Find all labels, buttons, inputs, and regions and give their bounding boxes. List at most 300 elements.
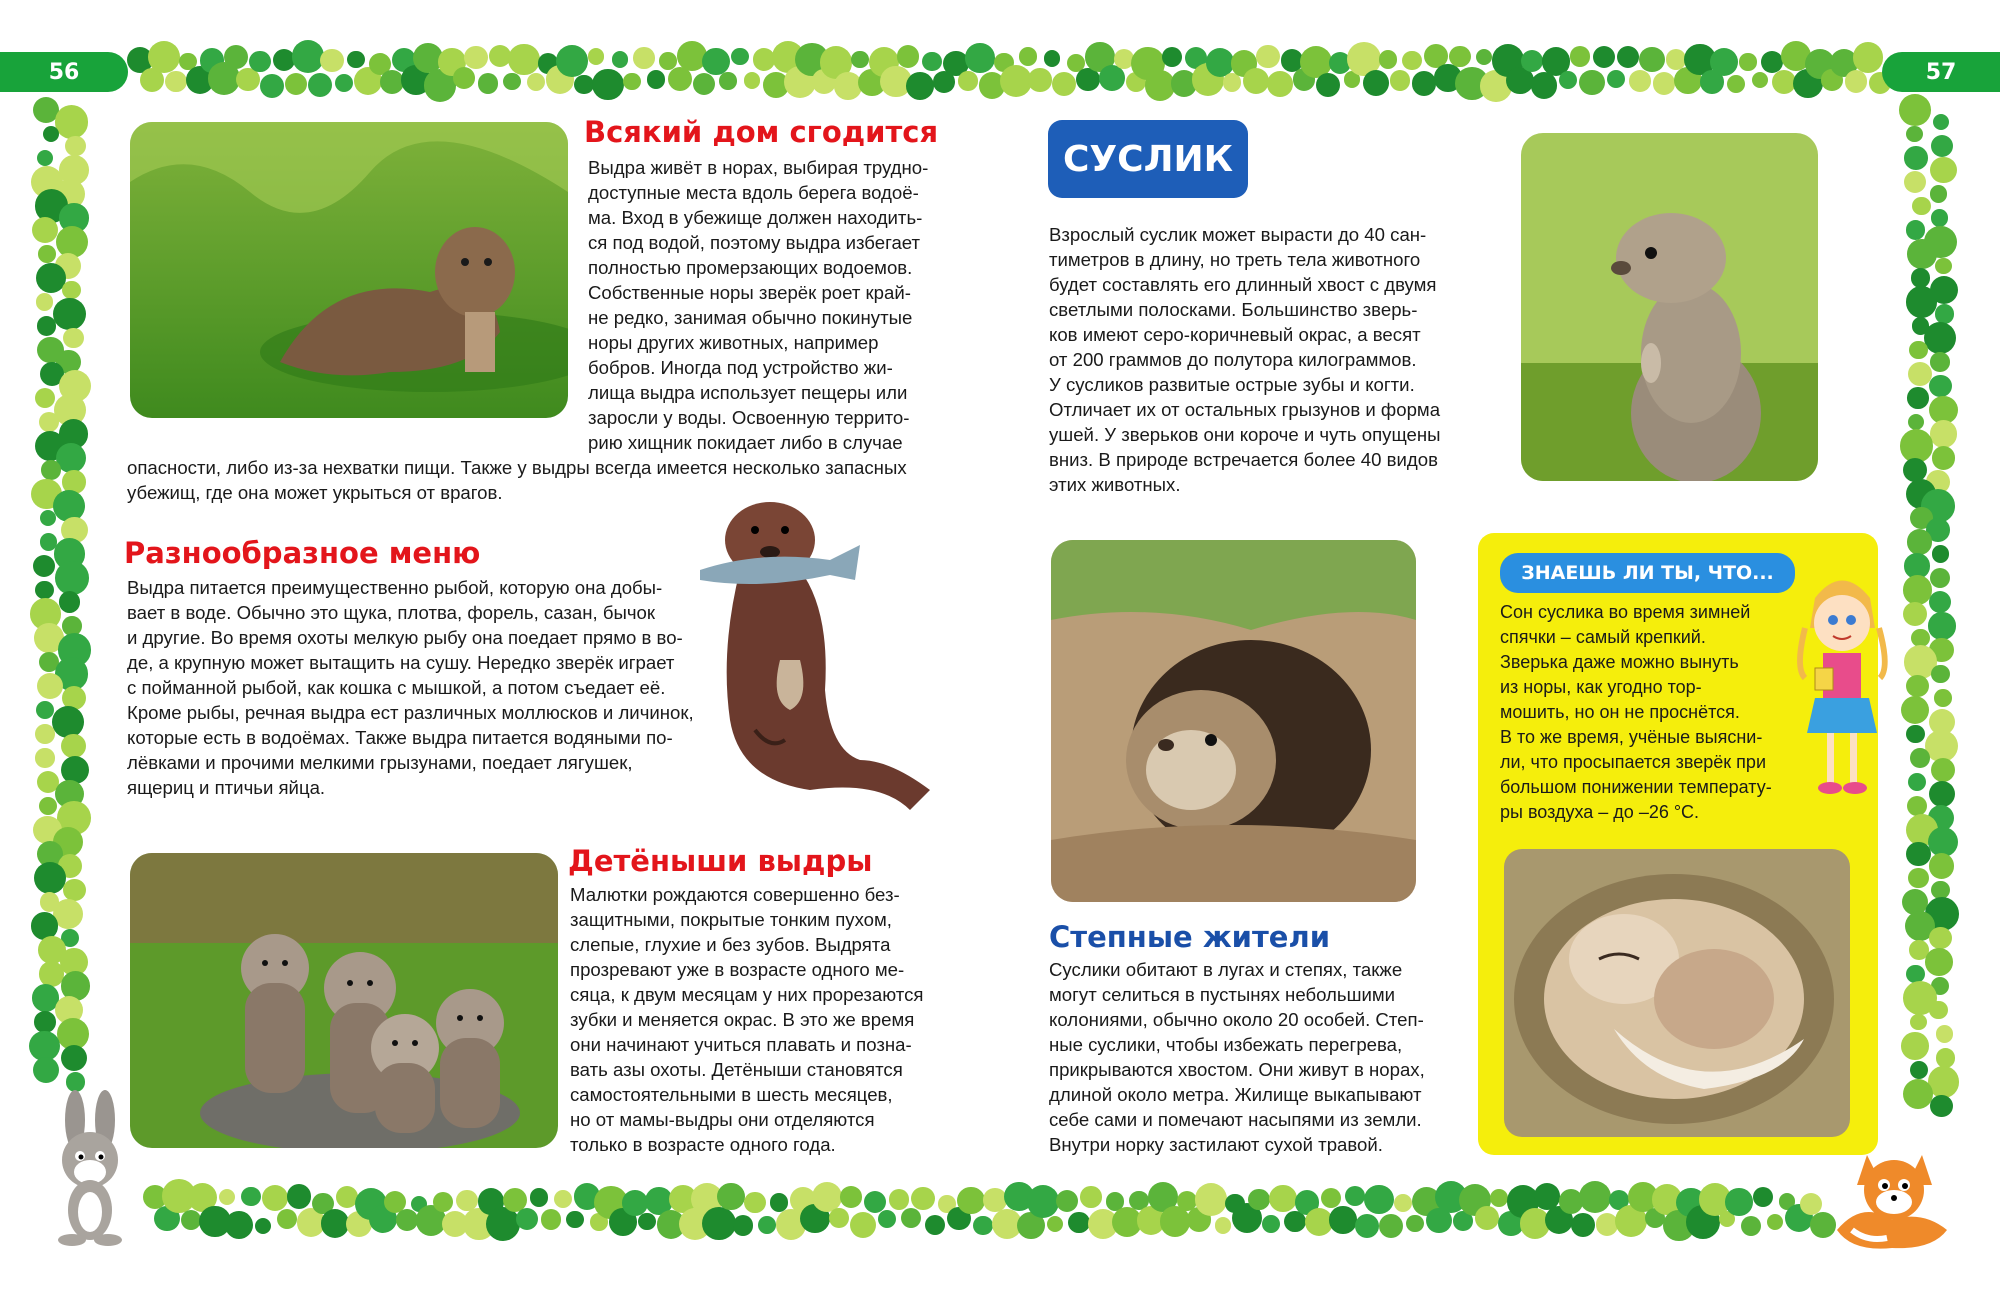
border-dot (1800, 1193, 1823, 1216)
border-dot (179, 53, 196, 70)
border-dot (1931, 977, 1949, 995)
border-dot (503, 73, 521, 91)
border-dot (321, 1209, 350, 1238)
border-dot (1934, 689, 1952, 707)
text-line: вать азы охоты. Детёныши становятся (570, 1059, 903, 1080)
border-dot (57, 801, 90, 834)
intro-text (1049, 222, 1489, 497)
border-dot (994, 53, 1013, 72)
text-line: опасности, либо из-за нехватки пищи. Также у выдры всегда имеется несколько запасных (127, 457, 907, 478)
border-dot (1908, 414, 1924, 430)
border-dot (1080, 1186, 1101, 1207)
border-dot (59, 155, 89, 185)
border-dot (225, 1211, 253, 1239)
text-line: себе сами и помечают насыпями из земли. (1049, 1109, 1422, 1130)
text-line: Выдра живёт в норах, выбирая трудно- (588, 157, 929, 178)
text-line: но от мамы-выдры они отделяются (570, 1109, 875, 1130)
otter-photo (130, 122, 568, 418)
text-line: они начинают учиться плавать и позна- (570, 1034, 912, 1055)
border-dot (53, 298, 86, 331)
border-dot (369, 53, 391, 75)
text-line: защитными, покрытые тонким пухом, (570, 909, 892, 930)
text-line: убежищ, где она может укрыться от врагов. (127, 482, 503, 503)
border-dot (1932, 446, 1956, 470)
border-dot (1044, 50, 1060, 66)
border-dot (1741, 1216, 1761, 1236)
border-dot (1929, 375, 1951, 397)
border-dot (1571, 1213, 1595, 1237)
border-dot (1615, 1205, 1647, 1237)
text-line: не редко, занимая обычно покинутые (588, 307, 913, 328)
border-dot (1928, 612, 1955, 639)
ground-squirrel-burrow-photo (1051, 540, 1416, 902)
border-dot (594, 1186, 627, 1219)
text-line: сяца, к двум месяцам у них прорезаются (570, 984, 924, 1005)
border-dot (1099, 65, 1125, 91)
border-dot (55, 105, 88, 138)
border-dot (37, 673, 63, 699)
border-dot (938, 1195, 955, 1212)
border-dot (1653, 72, 1675, 94)
text-line: колониями, обычно около 20 особей. Степ- (1049, 1009, 1424, 1030)
border-dot (1559, 1189, 1584, 1214)
border-dot (33, 555, 55, 577)
border-dot (162, 1179, 196, 1213)
border-dot (369, 1205, 397, 1233)
border-dot (1785, 1204, 1813, 1232)
border-dot (1686, 1205, 1720, 1239)
border-dot (39, 797, 57, 815)
border-dot (1506, 67, 1533, 94)
text-line: де, а крупную может вытащить на сушу. Нередко зверёк играет (127, 652, 675, 673)
border-dot (1752, 72, 1768, 88)
border-dot (574, 1183, 601, 1210)
border-dot (612, 51, 629, 68)
text-line: Выдра питается преимущественно рыбой, которую она добы- (127, 577, 663, 598)
text-line: Внутри норку застилают сухой травой. (1049, 1134, 1383, 1155)
border-dot (39, 961, 65, 987)
border-dot (1912, 197, 1931, 216)
border-dot (55, 780, 84, 809)
border-dot (55, 179, 86, 210)
border-dot (1402, 51, 1422, 71)
border-dot (36, 263, 66, 293)
border-dot (456, 1190, 477, 1211)
border-dot (35, 388, 55, 408)
text-line: Сон суслика во время зимней (1500, 602, 1751, 622)
border-dot (34, 623, 64, 653)
border-dot (1088, 1209, 1118, 1239)
border-dot (758, 1216, 776, 1234)
border-dot (1906, 725, 1925, 744)
border-dot (1761, 51, 1783, 73)
border-dot (947, 1207, 971, 1231)
border-dot (1000, 65, 1032, 97)
border-dot (1056, 1190, 1078, 1212)
border-dot (753, 48, 776, 71)
text-line: ся под водой, поэтому выдра избегает (588, 232, 921, 253)
border-dot (1907, 529, 1932, 554)
border-dot (236, 68, 260, 92)
border-dot (61, 517, 88, 544)
border-dot (58, 854, 82, 878)
border-dot (1206, 48, 1235, 77)
border-dot (1321, 1188, 1341, 1208)
border-dot (1911, 629, 1929, 647)
border-dot (38, 936, 66, 964)
border-dot (800, 1204, 829, 1233)
border-dot (1364, 1185, 1393, 1214)
border-dot (1434, 64, 1461, 91)
text-line: ли, что просыпается зверёк при (1500, 752, 1766, 772)
border-dot (1925, 897, 1959, 931)
border-dot (546, 65, 575, 94)
border-dot (679, 1208, 711, 1240)
border-dot (1047, 1216, 1063, 1232)
border-dot (53, 827, 83, 857)
border-dot (1906, 479, 1937, 510)
border-dot (820, 46, 852, 78)
border-dot (1262, 1215, 1280, 1233)
page-title-badge: СУСЛИК (1048, 120, 1248, 198)
border-dot (433, 1192, 453, 1212)
border-dot (65, 136, 85, 156)
border-dot (336, 1186, 358, 1208)
border-dot (61, 971, 90, 1000)
border-dot (1903, 602, 1928, 627)
border-dot (1570, 46, 1591, 67)
border-dot (1930, 1095, 1953, 1118)
border-dot (401, 65, 430, 94)
border-dot (1928, 1066, 1959, 1097)
border-dot (1906, 675, 1929, 698)
border-dot (1269, 1185, 1296, 1212)
border-dot (1727, 75, 1745, 93)
bunny-illustration (40, 1090, 140, 1250)
border-dot (55, 253, 81, 279)
border-dot (1406, 1215, 1423, 1232)
border-dot (590, 1213, 607, 1230)
border-dot (61, 756, 89, 784)
border-dot (770, 1193, 788, 1211)
border-dot (1629, 70, 1651, 92)
border-dot (1295, 1190, 1320, 1215)
border-dot (1284, 1211, 1305, 1232)
border-dot (35, 748, 54, 767)
border-dot (717, 1183, 744, 1210)
border-dot (464, 46, 487, 69)
otter-pups-photo (130, 853, 558, 1148)
border-dot (1344, 71, 1361, 88)
border-dot (200, 48, 225, 73)
border-dot (1905, 911, 1935, 941)
border-dot (1639, 47, 1664, 72)
text-line: и другие. Во время охоты мелкую рыбу она поедает прямо в во- (127, 627, 683, 648)
text-line: большом понижении температу- (1500, 777, 1772, 797)
border-dot (1300, 46, 1333, 79)
border-dot (1930, 568, 1951, 589)
border-dot (527, 73, 545, 91)
border-dot (1926, 470, 1950, 494)
border-dot (1028, 68, 1051, 91)
border-dot (1912, 317, 1929, 334)
border-dot (55, 561, 89, 595)
border-dot (733, 1215, 754, 1236)
border-dot (1928, 805, 1954, 831)
border-dot (1719, 1211, 1735, 1227)
border-dot (37, 771, 60, 794)
border-dot (154, 1206, 179, 1231)
border-dot (33, 816, 62, 845)
border-dot (39, 652, 59, 672)
border-dot (1329, 1206, 1356, 1233)
border-dot (657, 1210, 686, 1239)
border-dot (744, 72, 761, 89)
border-dot (693, 73, 715, 95)
border-dot (1906, 286, 1937, 317)
border-dot (54, 394, 86, 426)
border-dot (1542, 47, 1571, 76)
border-dot (273, 49, 295, 71)
border-dot (1710, 48, 1738, 76)
text-line: Отличает их от остальных грызунов и форма (1049, 399, 1441, 420)
border-dot (1004, 1182, 1033, 1211)
border-dot (61, 734, 86, 759)
border-dot (1521, 50, 1544, 73)
border-dot (957, 1187, 985, 1215)
border-dot (1910, 1014, 1927, 1031)
border-dot (1906, 965, 1925, 984)
text-line: Суслики обитают в лугах и степях, также (1049, 959, 1403, 980)
border-dot (1674, 67, 1701, 94)
border-dot (922, 52, 941, 71)
border-dot (478, 73, 499, 94)
border-dot (36, 293, 53, 310)
border-dot (1903, 981, 1937, 1015)
border-dot (35, 581, 54, 600)
border-dot (1908, 362, 1932, 386)
border-dot (55, 996, 84, 1025)
text-line: мошить, но он не проснётся. (1500, 702, 1740, 722)
border-dot (1899, 94, 1931, 126)
section-heading-menu: Разнообразное меню (124, 536, 481, 570)
border-dot (148, 41, 180, 73)
border-dot (1725, 1188, 1752, 1215)
border-dot (30, 598, 61, 629)
border-dot (1906, 220, 1925, 239)
border-dot (1067, 54, 1085, 72)
border-dot (1930, 157, 1957, 184)
border-dot (1652, 1184, 1683, 1215)
border-dot (1243, 68, 1269, 94)
border-dot (659, 52, 677, 70)
border-dot (1926, 518, 1950, 542)
border-dot (186, 66, 214, 94)
text-line: лёвками и прочими мелкими грызунами, поедает лягушек, (127, 752, 633, 773)
border-dot (442, 1211, 468, 1237)
border-dot (31, 166, 63, 198)
border-dot (62, 470, 85, 493)
border-dot (1830, 49, 1858, 77)
border-dot (58, 633, 91, 666)
border-dot (38, 245, 56, 263)
border-dot (1908, 773, 1926, 791)
border-dot (1412, 1187, 1441, 1216)
section-heading-steppe: Степные жители (1049, 920, 1331, 954)
border-dot (438, 48, 466, 76)
border-dot (40, 892, 59, 911)
border-dot (574, 75, 593, 94)
border-dot (719, 72, 736, 89)
border-dot (851, 51, 868, 68)
border-dot (335, 74, 353, 92)
border-dot (1579, 70, 1605, 96)
border-dot (1931, 135, 1954, 158)
border-dot (1921, 489, 1955, 523)
text-line: тиметров в длину, но треть тела животного (1049, 249, 1421, 270)
border-dot (790, 1187, 816, 1213)
border-dot (416, 1205, 447, 1236)
border-dot (1609, 1190, 1629, 1210)
border-dot (43, 126, 60, 143)
border-dot (1909, 940, 1928, 959)
border-dot (411, 1196, 427, 1212)
border-dot (1628, 1182, 1658, 1212)
text-line: Зверька даже можно вынуть (1500, 652, 1739, 672)
border-dot (840, 1186, 862, 1208)
border-dot (33, 1057, 59, 1083)
border-dot (59, 203, 88, 232)
border-dot (62, 616, 82, 636)
border-dot (33, 97, 60, 124)
border-dot (784, 66, 816, 98)
border-dot (31, 479, 62, 510)
text-line: длиной около метра. Жилище выкапывают (1049, 1084, 1422, 1105)
border-dot (62, 281, 81, 300)
border-dot (1821, 69, 1842, 90)
text-line: будет составлять его длинный хвост с двумя (1049, 274, 1437, 295)
border-dot (958, 71, 977, 90)
border-dot (56, 226, 88, 258)
text-line: ков имеют серо-коричневый окрас, а весят (1049, 324, 1421, 345)
border-dot (541, 1209, 562, 1230)
text-line: заросли у воды. Освоенную террито- (588, 407, 910, 428)
border-dot (37, 841, 63, 867)
border-dot (943, 51, 968, 76)
border-dot (285, 73, 307, 95)
border-dot (219, 1189, 235, 1205)
border-dot (1534, 1183, 1561, 1210)
border-dot (1475, 1206, 1499, 1230)
border-dot (1907, 796, 1928, 817)
border-dot (622, 1190, 648, 1216)
border-dot (973, 1216, 992, 1235)
border-dot (260, 74, 284, 98)
border-dot (1925, 948, 1953, 976)
border-dot (554, 1190, 572, 1208)
border-dot (1700, 70, 1724, 94)
section-text-steppe (1049, 957, 1469, 1157)
border-dot (1394, 1194, 1412, 1212)
border-dot (1455, 67, 1488, 100)
border-dot (1052, 72, 1076, 96)
border-dot (37, 150, 53, 166)
border-dot (1192, 63, 1225, 96)
border-dot (1781, 41, 1811, 71)
section-heading-home: Всякий дом сгодится (584, 115, 939, 149)
border-dot (1223, 73, 1241, 91)
border-dot (795, 43, 828, 76)
border-dot (1106, 1192, 1124, 1210)
border-dot (889, 1189, 910, 1210)
border-dot (1232, 1203, 1262, 1233)
border-dot (37, 316, 57, 336)
border-dot (1596, 1213, 1619, 1236)
border-dot (34, 862, 67, 895)
border-dot (392, 48, 416, 72)
border-dot (1185, 47, 1207, 69)
border-dot (1559, 71, 1577, 89)
border-dot (1666, 49, 1687, 70)
border-dot (52, 706, 84, 738)
border-dot (143, 1185, 167, 1209)
border-dot (1779, 1193, 1795, 1209)
border-dot (62, 686, 87, 711)
border-dot (61, 1045, 88, 1072)
otter-with-fish-drawing (660, 490, 940, 820)
border-dot (1900, 429, 1933, 462)
border-dot (1162, 47, 1182, 67)
border-dot (1929, 853, 1954, 878)
border-dot (638, 1213, 655, 1230)
border-dot (979, 72, 1006, 99)
border-dot (1256, 45, 1279, 68)
border-dot (1607, 70, 1626, 89)
border-dot (1908, 868, 1929, 889)
border-dot (503, 1188, 527, 1212)
girl-illustration (1795, 568, 1890, 808)
border-dot (1929, 927, 1952, 950)
border-dot (1904, 553, 1929, 578)
border-dot (731, 48, 748, 65)
text-line: ушей. У зверьков они короче и чуть опущены (1049, 424, 1441, 445)
border-dot (1906, 842, 1931, 867)
border-dot (1930, 352, 1949, 371)
border-dot (1931, 665, 1950, 684)
border-dot (380, 70, 404, 94)
border-dot (1215, 1217, 1232, 1234)
border-dot (933, 71, 955, 93)
border-dot (262, 1185, 288, 1211)
text-line: ры воздуха – до –26 °С. (1500, 802, 1700, 822)
border-dot (1126, 72, 1146, 92)
border-dot (188, 1183, 217, 1212)
text-line: рию хищник покидает либо в случае (588, 432, 903, 453)
border-dot (1929, 709, 1955, 735)
border-dot (1924, 226, 1957, 259)
border-dot (1498, 1211, 1523, 1236)
border-dot (1267, 71, 1292, 96)
border-dot (355, 1188, 387, 1220)
border-dot (165, 71, 186, 92)
border-dot (1924, 322, 1956, 354)
text-line: из норы, как угодно тор- (1500, 677, 1702, 697)
border-dot (702, 1207, 736, 1241)
border-dot (1906, 814, 1939, 847)
border-dot (1929, 781, 1955, 807)
section-text-menu (127, 575, 727, 800)
border-dot (645, 1187, 673, 1215)
